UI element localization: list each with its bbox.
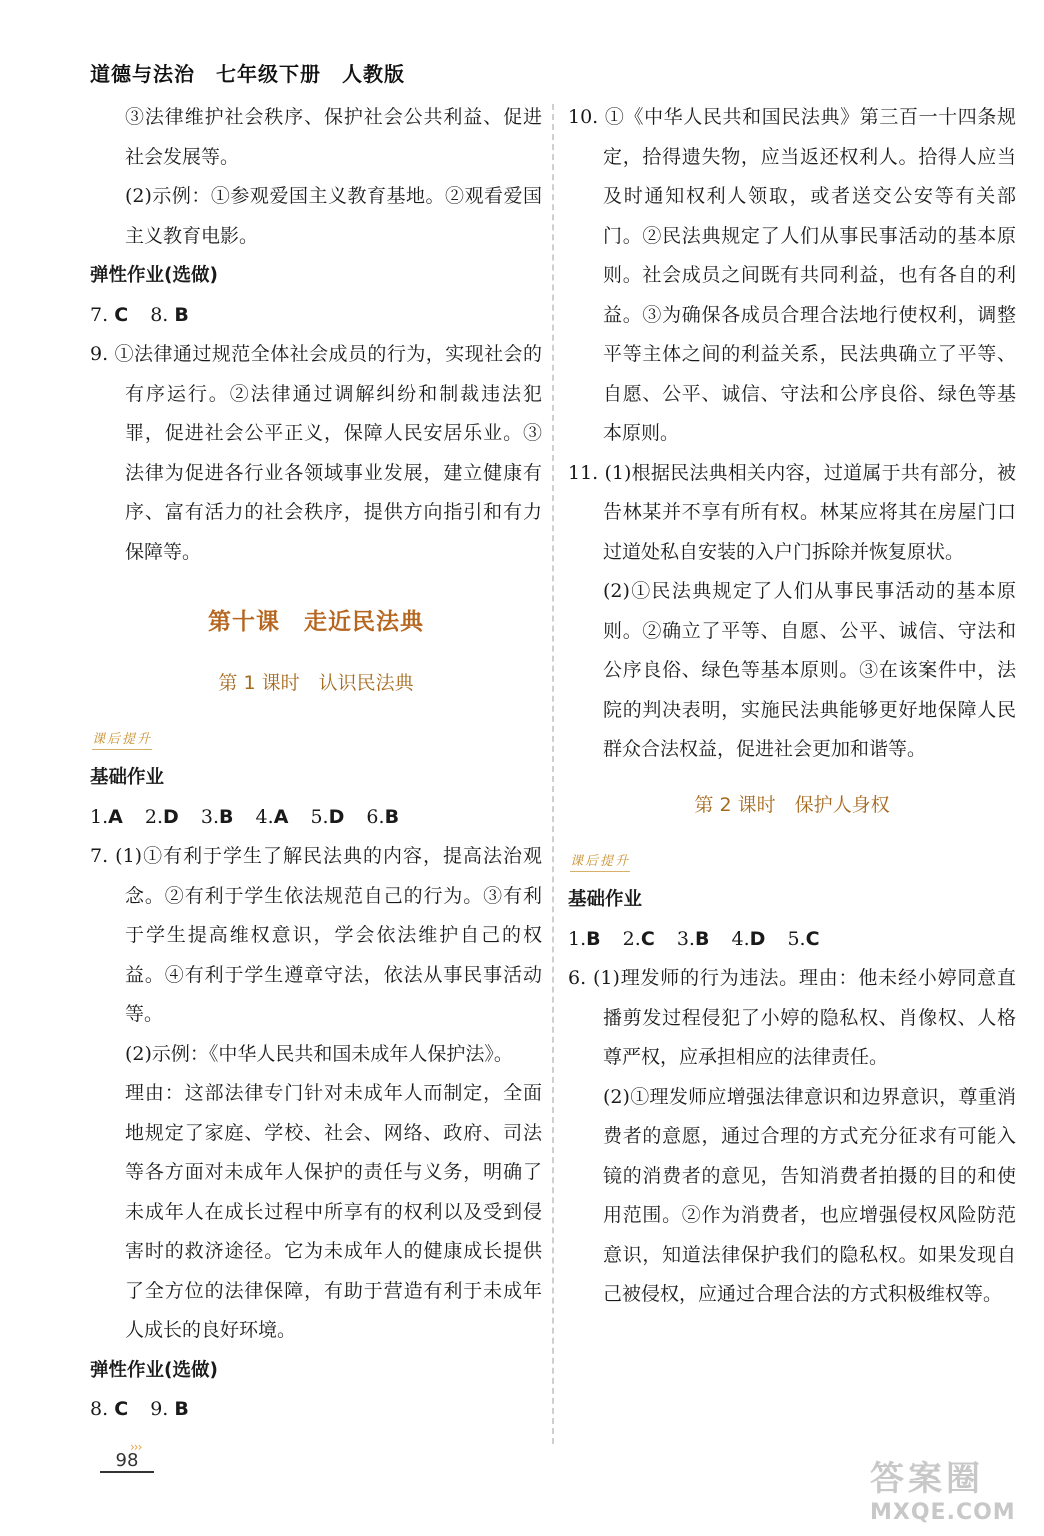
answer-text: (2)示例：①参观爱国主义教育基地。②观看爱国主义教育电影。: [125, 185, 542, 247]
question-6-part2: (2)①理发师应增强法律意识和边界意识，尊重消费者的意愿，通过合理的方式充分征求有可能入镜的消费者的意见，告知消费者拍摄的目的和使用范围。②作为消费者，也应增强侵权风险防范意识，知道法律保护我们的隐私权。如果发现自己被侵权，应通过合理合法的方式积极维权等。: [603, 1085, 1016, 1305]
watermark-logo: [870, 1459, 1016, 1530]
answers-1-5: 1.B 2.C 3.B 4.D 5.C: [568, 927, 820, 950]
column-divider: [552, 104, 554, 1444]
left-column: [90, 98, 542, 1430]
section-heading-basic: 基础作业: [90, 767, 165, 788]
lesson-title: 第十课 走近民法典: [208, 608, 424, 635]
question-6-part1: 6. (1)理发师的行为违法。理由：他未经小婷同意直播剪发过程侵犯了小婷的隐私权、肖像权、人格尊严权，应承担相应的法律责任。: [568, 967, 1016, 1068]
right-column: [568, 98, 1016, 1315]
question-11-part2: (2)①民法典规定了人们从事民事活动的基本原则。②确立了平等、自愿、公平、诚信、守法和公序良俗、绿色等基本原则。③在该案件中，法院的判决表明，实施民法典能够更好地保障人民群众合法权益，促进社会更加和谐等。: [603, 580, 1016, 760]
answers-1-6: 1.A 2.D 3.B 4.A 5.D 6.B: [90, 805, 400, 828]
question-7-part1: 7. (1)①有利于学生了解民法典的内容，提高法治观念。②有利于学生依法规范自己的行为。③有利于学生提高维权意识，学会依法维护自己的权益。④有利于学生遵章守法，依法从事民事活动等。: [90, 845, 542, 1025]
answer-text: ③法律维护社会秩序、保护社会公共利益、促进社会发展等。: [125, 106, 542, 168]
question-9-answer: 9. ①法律通过规范全体社会成员的行为，实现社会的有序运行。②法律通过调解纠纷和制裁违法犯罪，促进社会公平正义，保障人民安居乐业。③法律为促进各行业各领域事业发展，建立健康有序、富有活力的社会秩序，提供方向指引和有力保障等。: [90, 343, 542, 563]
watermark-text: 答案圈: [870, 1459, 984, 1499]
after-class-tag: 课后提升: [92, 731, 152, 750]
section-heading-basic-2: 基础作业: [568, 889, 643, 910]
class-title-2: 第 2 课时 保护人身权: [694, 793, 890, 816]
answers-7-8: 7. C 8. B: [90, 303, 189, 326]
question-11-part1: 11. (1)根据民法典相关内容，过道属于共有部分，被告林某并不享有所有权。林某应将其在房屋门口过道处私自安装的入户门拆除并恢复原状。: [568, 461, 1016, 563]
page-number: 98: [100, 1450, 154, 1473]
question-10-answer: 10. ①《中华人民共和国民法典》第三百一十四条规定，拾得遗失物，应当返还权利人。拾得人应当及时通知权利人领取，或者送交公安等有关部门。②民法典规定了人们从事民事活动的基本原则。社会成员之间既有共同利益，也有各自的利益。③为确保各成员合理合法地行使权利，调整平等主体之间的利益关系，民法典确立了平等、自愿、公平、诚信、守法和公序良俗、绿色等基本原则。: [568, 106, 1016, 444]
question-7-part2: (2)示例：《中华人民共和国未成年人保护法》。: [125, 1042, 513, 1065]
watermark-url: MXQE.COM: [870, 1500, 1016, 1525]
section-heading-optional-2: 弹性作业(选做): [90, 1359, 218, 1381]
class-title-1: 第 1 课时 认识民法典: [218, 671, 414, 694]
page-header: 道德与法治 七年级下册 人教版: [90, 62, 405, 86]
answers-8-9: 8. C 9. B: [90, 1398, 189, 1420]
after-class-tag-2: 课后提升: [570, 853, 630, 872]
page-arrows-icon: ›››: [130, 1440, 142, 1454]
section-heading-optional: 弹性作业(选做): [90, 265, 218, 286]
question-7-reason: 理由：这部法律专门针对未成年人而制定，全面地规定了家庭、学校、社会、网络、政府、司法等各方面对未成年人保护的责任与义务，明确了未成年人在成长过程中所享有的权利以及受到侵害时的救济途径。它为未成年人的健康成长提供了全方位的法律保障，有助于营造有利于未成年人成长的良好环境。: [125, 1082, 542, 1341]
